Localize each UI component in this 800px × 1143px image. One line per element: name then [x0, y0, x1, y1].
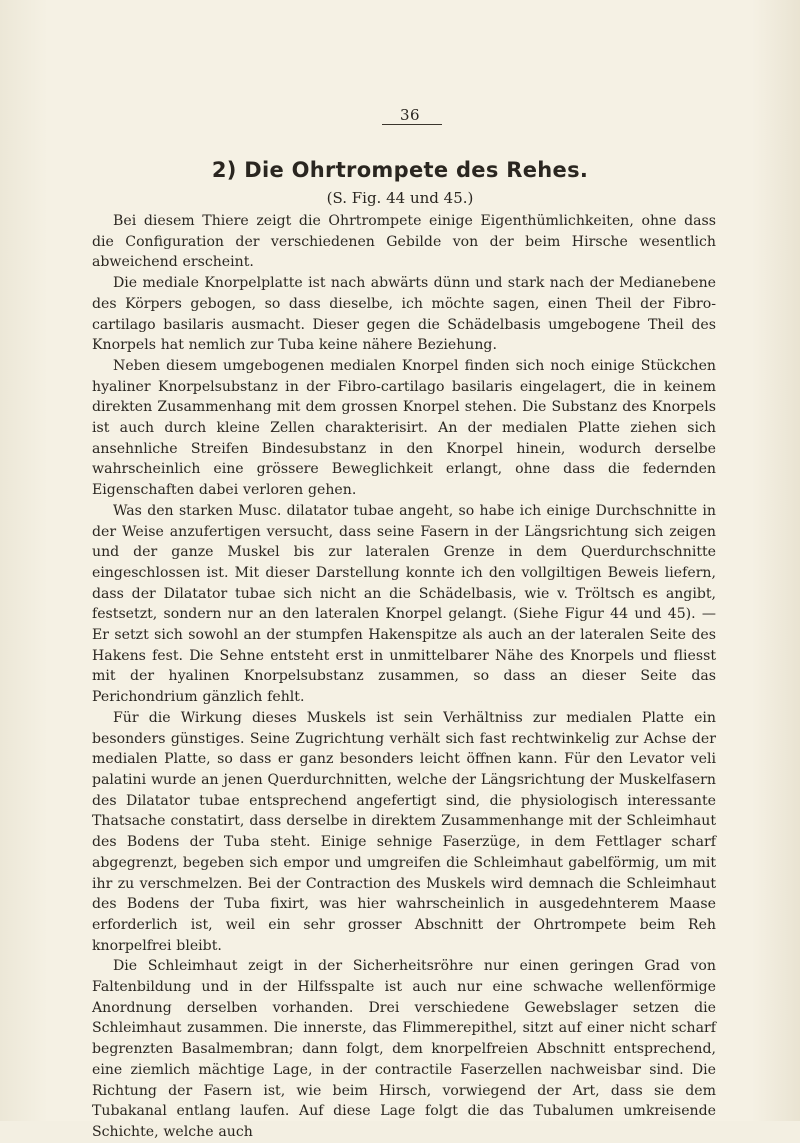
body-text	[92, 211, 716, 1143]
paragraph-2: Die mediale Knorpelplatte ist nach abwärts dünn und stark nach der Medianebene des Körpers gebogen, so dass dieselbe, ich möchte sagen, einen Theil der Fibro-cartilago basilaris ausmacht. Dieser gegen die Schädelbasis umgebogene Theil des Knorpels hat nemlich zur Tuba keine nähere Beziehung.	[92, 275, 716, 354]
figure-reference: (S. Fig. 44 und 45.)	[326, 189, 474, 207]
section-title: 2) Die Ohrtrompete des Rehes.	[211, 158, 589, 182]
paragraph-3: Neben diesem umgebogenen medialen Knorpel finden sich noch einige Stückchen hyaliner Knorpelsubstanz in der Fibro-cartilago basilaris eingelagert, die in keinem direkten Zusammenhang mit dem grossen Knorpel stehen. Die Substanz des Knorpels ist auch durch kleine Zellen charakterisirt. An der medialen Platte ziehen sich ansehnliche Streifen Bindesubstanz in den Knorpel hinein, wodurch derselbe wahrscheinlich eine grössere Beweglichkeit erlangt, ohne dass die federnden Eigenschaften dabei verloren gehen.	[92, 357, 716, 499]
paragraph-4: Was den starken Musc. dilatator tubae angeht, so habe ich einige Durchschnitte in der Weise anzufertigen versucht, dass seine Fasern in der Längsrichtung sich zeigen und der ganze Muskel bis zur lateralen Grenze in dem Querdurchschnitte eingeschlossen ist. Mit dieser Darstellung konnte ich den vollgiltigen Beweis liefern, dass der Dilatator tubae sich nicht an die Schädelbasis, wie v. Tröltsch es angibt, festsetzt, sondern nur an den lateralen Knorpel gelangt. (Siehe Figur 44 und 45). — Er setzt sich sowohl an der stumpfen Hakenspitze als auch an der lateralen Seite des Hakens fest. Die Sehne entsteht erst in unmittelbarer Nähe des Knorpels und fliesst mit der hyalinen Knorpelsubstanz zusammen, so dass an dieser Seite das Perichondrium gänzlich fehlt.	[92, 502, 716, 706]
paragraph-6: Die Schleimhaut zeigt in der Sicherheitsröhre nur einen geringen Grad von Faltenbildung und in der Hilfsspalte ist auch nur eine schwache wellenförmige Anordnung derselben vorhanden. Drei verschiedene Gewebslager setzen die Schleimhaut zusammen. Die innerste, das Flimmerepithel, sitzt auf einer nicht scharf begrenzten Basalmembran; dann folgt, dem knorpelfreien Abschnitt entsprechend, eine ziemlich mächtige Lage, in der contractile Faserzellen nachweisbar sind. Die Richtung der Fasern ist, wie beim Hirsch, vorwiegend der Art, dass sie dem Tubakanal entlang laufen. Auf diese Lage folgt die das Tubalumen umkreisende Schichte, welche auch	[92, 958, 716, 1140]
paragraph-5: Für die Wirkung dieses Muskels ist sein Verhältniss zur medialen Platte ein besonders günstiges. Seine Zugrichtung verhält sich fast rechtwinkelig zur Achse der medialen Platte, so dass er ganz besonders leicht öffnen kann. Für den Levator veli palatini wurde an jenen Querdurchnitten, welche der Längsrichtung der Muskelfasern des Dilatator tubae entsprechend angefertigt sind, die physiologisch interessante Thatsache constatirt, dass derselbe in direktem Zusammenhange mit der Schleimhaut des Bodens der Tuba steht. Einige sehnige Faserzüge, in dem Fettlager scharf abgegrenzt, begeben sich empor und umgreifen die Schleimhaut gabelförmig, um mit ihr zu verschmelzen. Bei der Contraction des Muskels wird demnach die Schleimhaut des Bodens der Tuba fixirt, was hier wahrscheinlich in ausgedehnterem Maase erforderlich ist, weil ein sehr grosser Abschnitt der Ohrtrompete beim Reh knorpelfrei bleibt.	[92, 709, 716, 954]
page-number-rule	[382, 124, 442, 125]
paragraph-1: Bei diesem Thiere zeigt die Ohrtrompete einige Eigenthümlichkeiten, ohne dass die Configuration der verschiedenen Gebilde von der beim Hirsche wesentlich abweichend erscheint.	[92, 213, 716, 271]
page-number: 36	[399, 106, 421, 124]
